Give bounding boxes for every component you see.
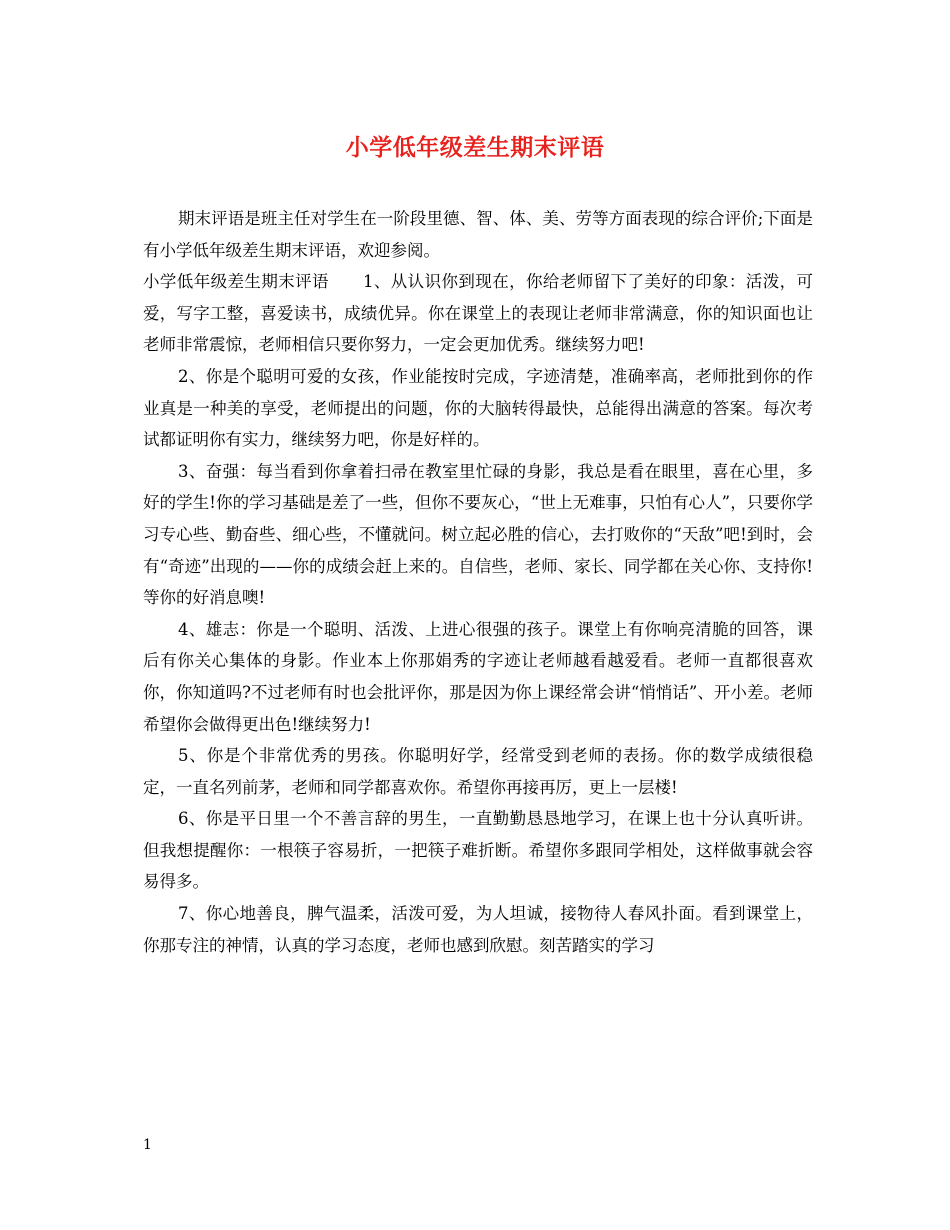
item-1-text: 1、从认识你到现在，你给老师留下了美好的印象：活泼，可爱，写字工整，喜爱读书，成绩优异。你在课堂上的表现让老师非常满意，你的知识面也让老师非常震惊，老师相信只要你努力，一定会更加优秀。继续努力吧!	[143, 272, 814, 355]
intro-paragraph: 期末评语是班主任对学生在一阶段里德、智、体、美、劳等方面表现的综合评价;下面是有小学低年级差生期末评语，欢迎参阅。	[143, 209, 813, 260]
item-paragraph-7: 7、你心地善良，脾气温柔，活泼可爱，为人坦诚，接物待人春风扑面。看到课堂上，你那专注的神情，认真的学习态度，老师也感到欣慰。刻苦踏实的学习	[143, 904, 813, 955]
section-heading: 小学低年级差生期末评语	[143, 272, 329, 292]
item-paragraph-3: 3、奋强：每当看到你拿着扫帚在教室里忙碌的身影，我总是看在眼里，喜在心里，多好的学生!你的学习基础是差了一些，但你不要灰心，“世上无难事，只怕有心人”，只要你学习专心些、勤奋些、细心些，不懂就问。树立起必胜的信心，去打败你的“天敌”吧!到时，会有“奇迹”出现的——你的成绩会赶上来的。自信些，老师、家长、同学都在关心你、支持你!等你的好消息噢!	[143, 461, 813, 608]
page-number: 1	[143, 1137, 152, 1153]
item-paragraph-5: 5、你是个非常优秀的男孩。你聪明好学，经常受到老师的表扬。你的数学成绩很稳定，一直名列前茅，老师和同学都喜欢你。希望你再接再厉，更上一层楼!	[143, 746, 813, 797]
document-title: 小学低年级差生期末评语	[345, 134, 605, 161]
item-paragraph-6: 6、你是平日里一个不善言辞的男生，一直勤勤恳恳地学习，在课上也十分认真听讲。但我想提醒你：一根筷子容易折，一把筷子难折断。希望你多跟同学相处，这样做事就会容易得多。	[143, 809, 813, 892]
item-paragraph-2: 2、你是个聪明可爱的女孩，作业能按时完成，字迹清楚，准确率高，老师批到你的作业真是一种美的享受，老师提出的问题，你的大脑转得最快，总能得出满意的答案。每次考试都证明你有实力，继续努力吧，你是好样的。	[143, 366, 813, 450]
document-body	[143, 203, 813, 961]
item-paragraph-4: 4、雄志：你是一个聪明、活泼、上进心很强的孩子。课堂上有你响亮清脆的回答，课后有你关心集体的身影。作业本上你那娟秀的字迹让老师越看越爱看。老师一直都很喜欢你，你知道吗?不过老师有时也会批评你，那是因为你上课经常会讲“悄悄话”、开小差。老师希望你会做得更出色!继续努力!	[143, 619, 813, 734]
item-paragraph-1	[143, 266, 813, 361]
